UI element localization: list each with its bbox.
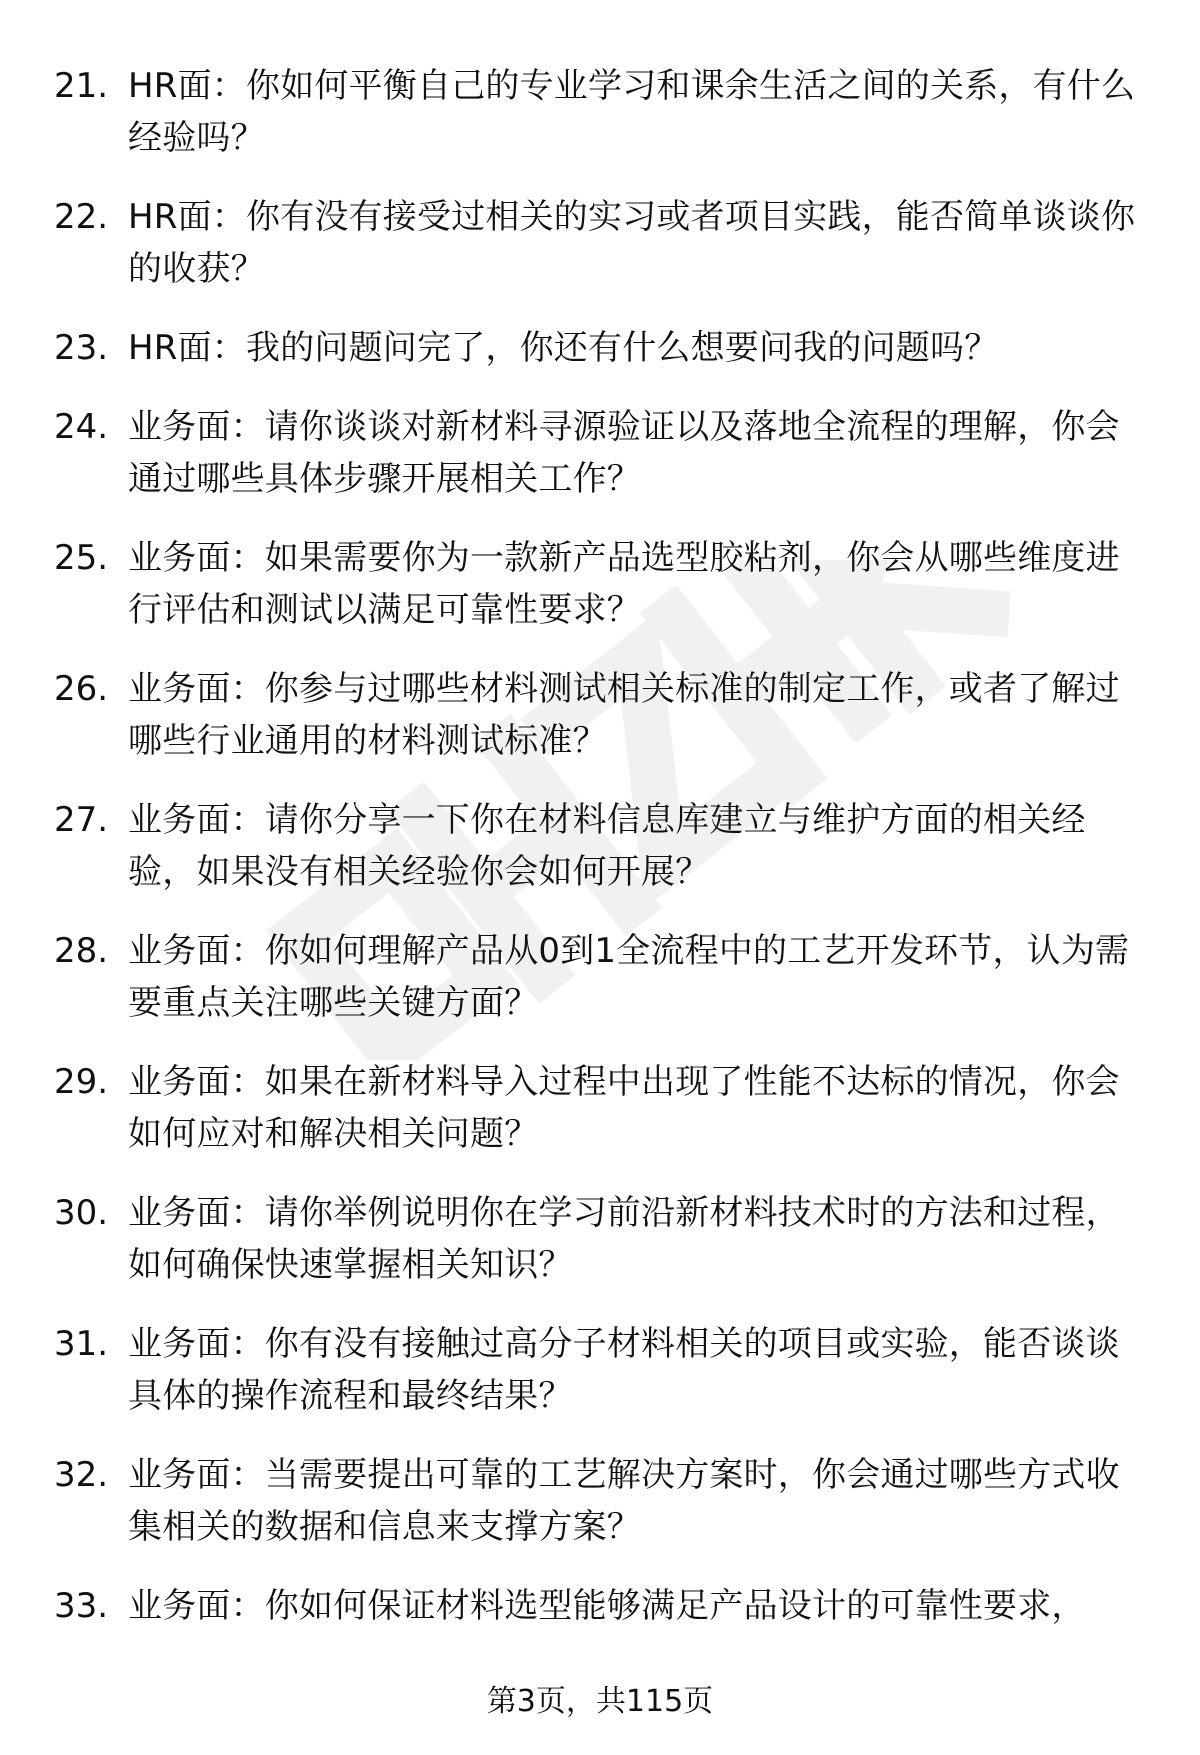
question-item — [0, 794, 1200, 898]
question-text: HR面：你有没有接受过相关的实习或者项目实践，能否简单谈谈你的收获？ — [128, 197, 1136, 289]
question-number: 23. — [54, 328, 109, 368]
question-item — [0, 60, 1200, 164]
question-number: 22. — [54, 197, 109, 237]
question-text: 业务面：请你分享一下你在材料信息库建立与维护方面的相关经验，如果没有相关经验你会如何开展？ — [128, 800, 1086, 892]
question-text: 业务面：你有没有接触过高分子材料相关的项目或实验，能否谈谈具体的操作流程和最终结果？ — [128, 1324, 1120, 1416]
question-text: 业务面：你参与过哪些材料测试相关标准的制定工作，或者了解过哪些行业通用的材料测试标准？ — [128, 669, 1120, 761]
question-text: 业务面：请你举例说明你在学习前沿新材料技术时的方法和过程，如何确保快速掌握相关知识？ — [128, 1193, 1120, 1285]
page-footer: 第3页，共115页 — [486, 1684, 714, 1719]
question-item — [0, 1056, 1200, 1160]
question-item — [0, 1187, 1200, 1291]
question-text: 业务面：请你谈谈对新材料寻源验证以及落地全流程的理解，你会通过哪些具体步骤开展相关工作？ — [128, 407, 1120, 499]
question-number: 27. — [54, 800, 109, 840]
question-number: 31. — [54, 1324, 109, 1364]
question-text: 业务面：你如何保证材料选型能够满足产品设计的可靠性要求， — [128, 1586, 1086, 1626]
question-text: 业务面：当需要提出可靠的工艺解决方案时，你会通过哪些方式收集相关的数据和信息来支撑方案？ — [128, 1455, 1120, 1547]
question-number: 24. — [54, 407, 109, 447]
question-text: 业务面：如果需要你为一款新产品选型胶粘剂，你会从哪些维度进行评估和测试以满足可靠性要求？ — [128, 538, 1120, 630]
question-list — [0, 60, 1200, 1659]
question-item — [0, 191, 1200, 295]
question-number: 32. — [54, 1455, 109, 1495]
question-item — [0, 1580, 1200, 1632]
question-text: 业务面：你如何理解产品从0到1全流程中的工艺开发环节，认为需要重点关注哪些关键方面？ — [128, 931, 1130, 1023]
question-text: HR面：你如何平衡自己的专业学习和课余生活之间的关系，有什么经验吗？ — [128, 66, 1136, 158]
question-item — [0, 925, 1200, 1029]
question-item — [0, 1318, 1200, 1422]
question-text: 业务面：如果在新材料导入过程中出现了性能不达标的情况，你会如何应对和解决相关问题？ — [128, 1062, 1120, 1154]
question-item — [0, 1449, 1200, 1553]
question-item — [0, 532, 1200, 636]
question-number: 28. — [54, 931, 109, 971]
question-number: 25. — [54, 538, 109, 578]
question-number: 29. — [54, 1062, 109, 1102]
question-number: 21. — [54, 66, 109, 106]
question-number: 26. — [54, 669, 109, 709]
question-number: 33. — [54, 1586, 109, 1626]
question-item — [0, 322, 1200, 374]
question-item — [0, 663, 1200, 767]
question-item — [0, 401, 1200, 505]
question-text: HR面：我的问题问完了，你还有什么想要问我的问题吗？ — [128, 328, 999, 368]
question-number: 30. — [54, 1193, 109, 1233]
